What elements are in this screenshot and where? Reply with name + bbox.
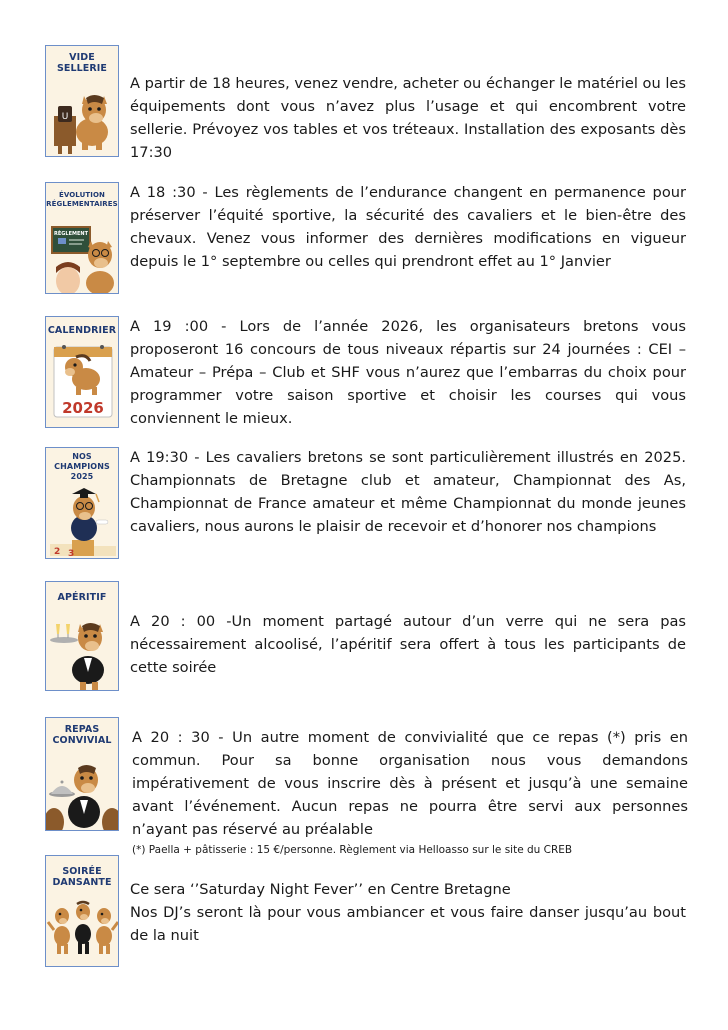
calendrier-text: A 19 :00 - Lors de l’année 2026, les organisateurs bretons vous proposeront 16 concours de tous niveaux répartis sur 24 journées : CEI – Amateur – Prépa – Club et SHF vous n’aurez que l’embarras du choix pour programmer votre saison sportive et choisir les courses qui vous conviennent le mieux. bbox=[130, 318, 686, 427]
card-title: APÉRITIF bbox=[57, 592, 107, 603]
horse-waiter-drinks-icon bbox=[46, 582, 119, 691]
card-title: NOS CHAMPIONS 2025 bbox=[54, 452, 110, 481]
section-calendrier bbox=[0, 316, 728, 428]
section-repas-convivial bbox=[0, 717, 728, 856]
podium-second-label: 2 bbox=[54, 547, 61, 557]
card-title: SOIRÉE DANSANTE bbox=[52, 866, 112, 888]
svg-text:U: U bbox=[61, 112, 69, 122]
section-aperitif bbox=[0, 581, 728, 691]
soiree-dansante-card bbox=[45, 855, 119, 967]
card-title: REPAS CONVIVIAL bbox=[52, 724, 112, 746]
section-soiree-dansante bbox=[0, 855, 728, 967]
horse-podium-icon bbox=[46, 448, 119, 559]
section-evolution-reglementaires bbox=[0, 182, 728, 294]
podium-third-label: 3 bbox=[68, 549, 75, 559]
repas-convivial-text: A 20 : 30 - Un autre moment de convivialité que ce repas (*) pris en commun. Pour sa bonne organisation nous vous demandons impérativement de vous inscrire dès à présent et jusqu’à une semaine avant l’événement. Aucun repas ne pourra être servi aux personnes n’ayant pas réservé au préalable (*) Paella + pâtisserie : 15 €/personne. Règlement via Helloasso sur le site du CREB bbox=[132, 729, 688, 856]
vide-sellerie-text: A partir de 18 heures, venez vendre, acheter ou échanger le matériel ou les équipements dont vous n’avez plus l’usage et qui encombrent votre sellerie. Prévoyez vos tables et vos tréteaux. Installation des exposants dès 17:30 bbox=[130, 75, 686, 161]
repas-convivial-card bbox=[45, 717, 119, 831]
calendar-year: 2026 bbox=[62, 399, 104, 417]
section-nos-champions bbox=[0, 447, 728, 559]
horse-at-blackboard-icon bbox=[46, 183, 119, 294]
horse-with-saddle-icon bbox=[46, 46, 119, 157]
nos-champions-text: A 19:30 - Les cavaliers bretons se sont particulièrement illustrés en 2025. Championnats de Bretagne club et amateur, Championnat des As, Championnat de France amateur et même Championnat du monde jeunes cavaliers, nous aurons le plaisir de recevoir et d’honorer nos champions bbox=[130, 449, 686, 535]
evolution-reglementaires-text: A 18 :30 - Les règlements de l’endurance changent en permanence pour préserver l’équité sportive, la sécurité des cavaliers et le bien-être des chevaux. Venez vous informer des dernières modifications en vigueur depuis le 1° septembre ou celles qui prendront effet au 1° Janvier bbox=[130, 184, 686, 270]
evolution-reglementaires-card bbox=[45, 182, 119, 294]
calendrier-card bbox=[45, 316, 119, 428]
nos-champions-card bbox=[45, 447, 119, 559]
board-label: RÈGLEMENT bbox=[54, 231, 88, 237]
aperitif-card bbox=[45, 581, 119, 691]
horse-serving-dish-icon bbox=[46, 718, 119, 831]
aperitif-text: A 20 : 00 -Un moment partagé autour d’un verre qui ne sera pas nécessairement alcoolisé, l’apéritif sera offert à tous les participants de cette soirée bbox=[130, 613, 686, 676]
section-vide-sellerie bbox=[0, 45, 728, 161]
card-title: ÉVOLUTION RÉGLEMENTAIRES bbox=[46, 191, 118, 208]
vide-sellerie-card bbox=[45, 45, 119, 157]
soiree-dansante-text: Ce sera ‘’Saturday Night Fever’’ en Centre Bretagne Nos DJ’s seront là pour vous ambiancer et vous faire danser jusqu’au bout de la nuit bbox=[130, 881, 686, 944]
card-title: CALENDRIER bbox=[47, 325, 117, 336]
card-title: VIDE SELLERIE bbox=[56, 52, 108, 74]
horse-calendar-icon bbox=[46, 317, 119, 428]
repas-note: (*) Paella + pâtisserie : 15 €/personne. Règlement via Helloasso sur le site du CREB bbox=[132, 844, 573, 856]
dancing-horses-icon bbox=[46, 856, 119, 967]
